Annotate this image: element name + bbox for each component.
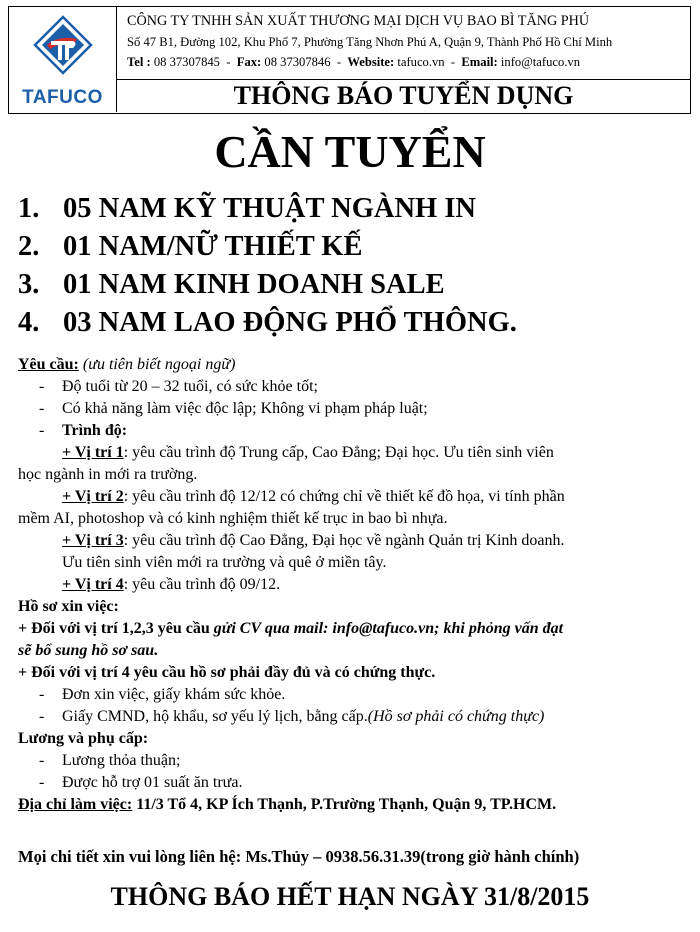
fax-label: Fax: [236, 55, 262, 69]
details-section [18, 354, 692, 816]
level-position-2: + Vị trí 2: yêu cầu trình độ 12/12 có chứng chỉ về thiết kế đồ họa, vi tính phần [62, 488, 565, 505]
company-address: Số 47 B1, Đường 102, Khu Phố 7, Phường Tăng Nhơn Phú A, Quận 9, Thành Phố Hồ Chí Minh [127, 35, 613, 49]
email-label: Email: [461, 55, 498, 69]
position-item: 1. 05 NAM KỸ THUẬT NGÀNH IN [18, 193, 477, 224]
dossier-line-2: + Đối với vị trí 4 yêu cầu hồ sơ phải đầy đủ và có chứng thực. [18, 664, 436, 681]
page-title: CẦN TUYỂN [214, 126, 486, 177]
company-name: CÔNG TY TNHH SẢN XUẤT THƯƠNG MẠI DỊCH VỤ BAO BÌ TĂNG PHÚ [127, 13, 590, 29]
website-value[interactable]: tafuco.vn [397, 55, 445, 69]
salary-item: - Được hỗ trợ 01 suất ăn trưa. [39, 774, 243, 791]
level-position-1: + Vị trí 1: yêu cầu trình độ Trung cấp, Cao Đẳng; Đại học. Ưu tiên sinh viên [62, 444, 554, 461]
requirement-item: - Độ tuổi từ 20 – 32 tuổi, có sức khỏe tốt; [39, 378, 318, 395]
expiry-notice: THÔNG BÁO HẾT HẠN NGÀY 31/8/2015 [110, 882, 590, 911]
contact-line: Mọi chi tiết xin vui lòng liên hệ: Ms.Thủy – 0938.56.31.39(trong giờ hành chính) [18, 847, 580, 866]
requirement-item: - Trình độ: [39, 422, 128, 439]
salary-item: - Lương thỏa thuận; [39, 752, 181, 769]
tafuco-logo-icon [33, 15, 93, 75]
level-position-3: + Vị trí 3: yêu cầu trình độ Cao Đẳng, Đại học về ngành Quản trị Kinh doanh. [62, 532, 565, 549]
dossier-item: - Giấy CMND, hộ khẩu, sơ yếu lý lịch, bằng cấp.(Hồ sơ phải có chứng thực) [39, 708, 545, 725]
position-item: 4. 03 NAM LAO ĐỘNG PHỔ THÔNG. [18, 307, 517, 338]
dossier-heading: Hồ sơ xin việc: [18, 598, 119, 615]
company-contact: Tel : 08 37307845 - Fax: 08 37307846 - Website: tafuco.vn - Email: info@tafuco.vn [127, 55, 581, 69]
requirement-item: - Có khả năng làm việc độc lập; Không vi phạm pháp luật; [39, 400, 428, 417]
tel-value: 08 37307845 [153, 55, 220, 69]
dossier-line-1: + Đối với vị trí 1,2,3 yêu cầu gửi CV qua mail: info@tafuco.vn; khi phỏng vấn đạt [18, 620, 564, 637]
letterhead [8, 6, 691, 114]
workplace-address: Địa chỉ làm việc: 11/3 Tổ 4, KP Ích Thạnh, P.Trường Thạnh, Quận 9, TP.HCM. [18, 796, 557, 813]
website-label: Website: [347, 55, 395, 69]
fax-value: 08 37307846 [264, 55, 331, 69]
position-item: 3. 01 NAM KINH DOANH SALE [18, 269, 445, 300]
logo-text: TAFUCO [22, 87, 103, 108]
level-position-3-cont: Ưu tiên sinh viên mới ra trường và quê ở miền tây. [62, 554, 387, 571]
company-info [117, 7, 690, 80]
level-position-4: + Vị trí 4: yêu cầu trình độ 09/12. [62, 576, 281, 593]
notice-title: THÔNG BÁO TUYỂN DỤNG [233, 81, 574, 110]
dossier-item: - Đơn xin việc, giấy khám sức khỏe. [39, 686, 286, 703]
tel-label: Tel : [127, 55, 151, 69]
salary-heading: Lương và phụ cấp: [18, 730, 149, 747]
level-position-1-cont: học ngành in mới ra trường. [18, 466, 198, 483]
positions-list [18, 190, 517, 342]
position-item: 2. 01 NAM/NỮ THIẾT KẾ [18, 231, 363, 262]
requirements-heading: Yêu cầu: (ưu tiên biết ngoại ngữ) [18, 356, 236, 373]
dossier-line-1-cont: sẽ bổ sung hồ sơ sau. [18, 642, 159, 659]
logo-cell [9, 7, 117, 112]
level-position-2-cont: mềm AI, photoshop và có kinh nghiệm thiết kế trục in bao bì nhựa. [18, 510, 448, 527]
email-value[interactable]: info@tafuco.vn [500, 55, 581, 69]
